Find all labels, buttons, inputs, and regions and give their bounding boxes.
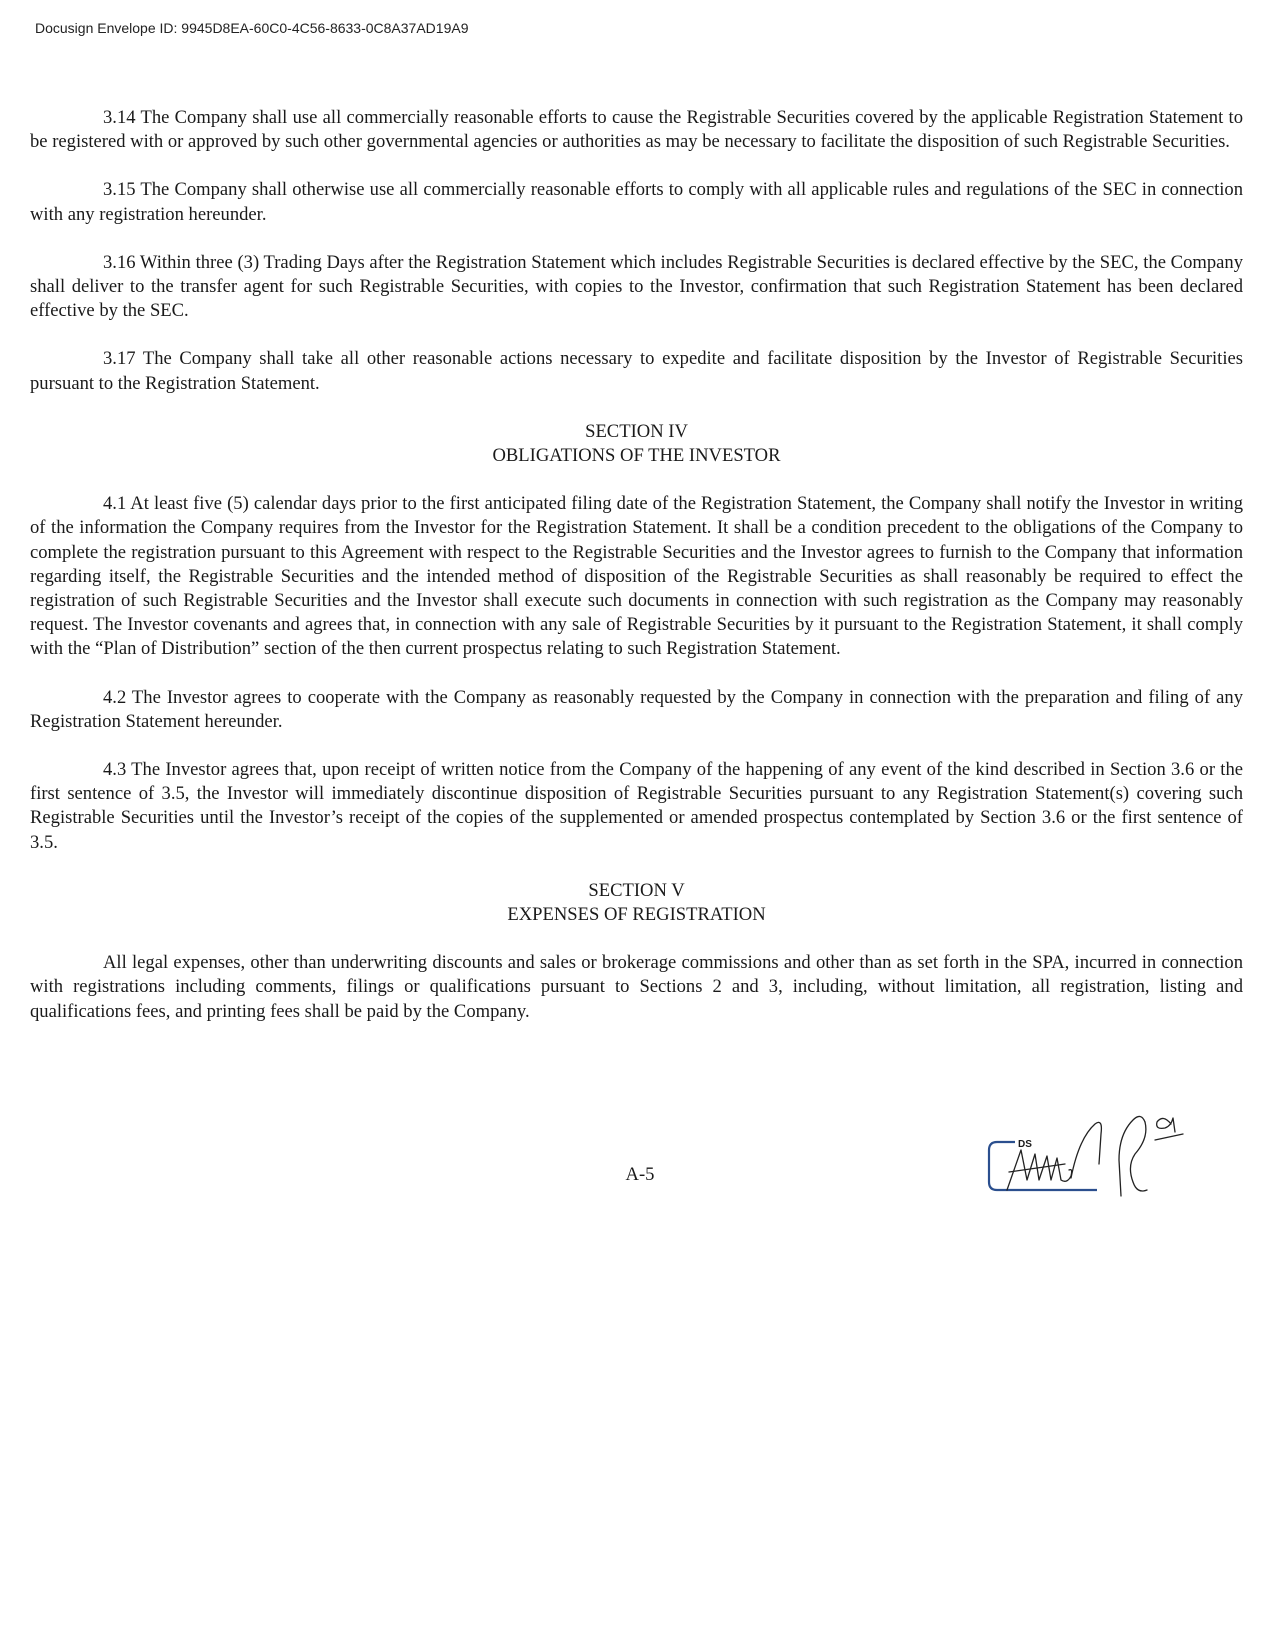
section-v-heading	[30, 879, 1243, 927]
initials-signature-icon	[1007, 1116, 1183, 1196]
section-iv-heading	[30, 420, 1243, 468]
section-iv-title: OBLIGATIONS OF THE INVESTOR	[492, 445, 781, 467]
paragraph-expenses: All legal expenses, other than underwriting discounts and sales or brokerage commissions and other than as set forth in the SPA, incurred in connection with registrations including comments, filings or qualifications pursuant to Sections 2 and 3, including, without limitation, all registration, listing and qualifications fees, and printing fees shall be paid by the Company.	[30, 952, 1243, 1022]
document-body	[30, 106, 1243, 1024]
ds-stamp-tag: DS	[1018, 1139, 1032, 1150]
section-iv-number: SECTION IV	[585, 420, 688, 442]
paragraph-4-3: 4.3 The Investor agrees that, upon receipt of written notice from the Company of the happening of any event of the kind described in Section 3.6 or the first sentence of 3.5, the Investor will immediately discontinue disposition of Registrable Securities pursuant to any Registration Statement(s) covering such Registrable Securities until the Investor’s receipt of the copies of the supplemented or amended prospectus contemplated by Section 3.6 or the first sentence of 3.5.	[30, 759, 1243, 853]
page-number: A-5	[625, 1164, 655, 1185]
section-v-number: SECTION V	[588, 879, 685, 901]
paragraph-3-16: 3.16 Within three (3) Trading Days after the Registration Statement which includes Registrable Securities is declared effective by the SEC, the Company shall deliver to the transfer agent for such Registrable Securities, with copies to the Investor, confirmation that such Registration Statement has been declared effective by the SEC.	[30, 251, 1243, 322]
section-v-title: EXPENSES OF REGISTRATION	[507, 904, 766, 926]
paragraph-4-2: 4.2 The Investor agrees to cooperate with the Company as reasonably requested by the Company in connection with the preparation and filing of any Registration Statement hereunder.	[30, 686, 1243, 732]
paragraph-3-14: 3.14 The Company shall use all commercially reasonable efforts to cause the Registrable Securities covered by the applicable Registration Statement to be registered with or approved by such other governmental agencies or authorities as may be necessary to facilitate the disposition of such Registrable Securities.	[30, 107, 1243, 153]
docusign-initials-stamp	[985, 1098, 1215, 1218]
paragraph-3-17: 3.17 The Company shall take all other reasonable actions necessary to expedite and facilitate disposition by the Investor of Registrable Securities pursuant to the Registration Statement.	[30, 348, 1243, 394]
paragraph-3-15: 3.15 The Company shall otherwise use all commercially reasonable efforts to comply with all applicable rules and regulations of the SEC in connection with any registration hereunder.	[30, 179, 1243, 225]
docusign-envelope-id: Docusign Envelope ID: 9945D8EA-60C0-4C56-8633-0C8A37AD19A9	[35, 20, 469, 36]
paragraph-4-1: 4.1 At least five (5) calendar days prior to the first anticipated filing date of the Registration Statement, the Company shall notify the Investor in writing of the information the Company requires from the Investor for the Registration Statement. It shall be a condition precedent to the obligations of the Company to complete the registration pursuant to this Agreement with respect to the Registrable Securities and the Investor agrees to furnish to the Company that information regarding itself, the Registrable Securities and the intended method of disposition of the Registrable Securities as shall reasonably be required to effect the registration of such Registrable Securities and the Investor shall execute such documents in connection with such registration as the Company may reasonably request. The Investor covenants and agrees that, in connection with any sale of Registrable Securities by it pursuant to the Registration Statement, it shall comply with the “Plan of Distribution” section of the then current prospectus relating to such Registration Statement.	[30, 493, 1243, 660]
